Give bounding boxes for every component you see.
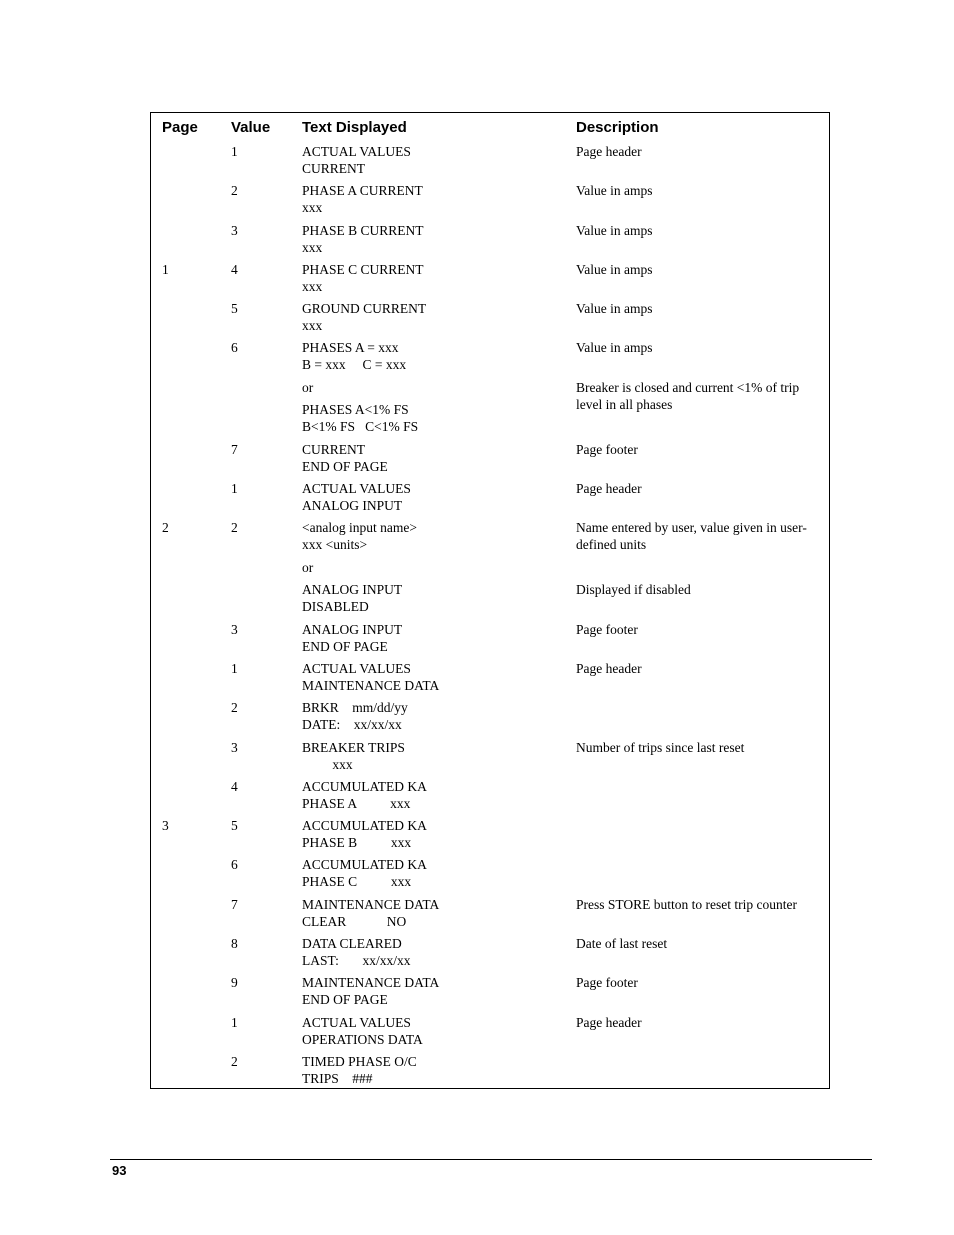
row-description: Value in amps	[576, 183, 653, 198]
row-page: 3	[162, 818, 169, 833]
row-text-displayed: BREAKER TRIPS xxx	[302, 740, 405, 772]
row-value: 6	[231, 340, 238, 355]
row-value: 1	[231, 661, 238, 676]
header-page: Page	[162, 119, 198, 136]
row-value: 1	[231, 144, 238, 159]
row-value: 6	[231, 857, 238, 872]
row-value: 2	[231, 1054, 238, 1069]
row-description: Press STORE button to reset trip counter	[576, 897, 797, 912]
row-page: 2	[162, 520, 169, 535]
row-value: 8	[231, 936, 238, 951]
row-text-displayed: PHASES A<1% FS B<1% FS C<1% FS	[302, 402, 419, 434]
row-text-displayed: ANALOG INPUT END OF PAGE	[302, 622, 403, 654]
row-text-displayed: ACTUAL VALUES OPERATIONS DATA	[302, 1015, 423, 1047]
values-table	[150, 112, 830, 1089]
row-description: Page header	[576, 144, 642, 159]
row-description: Breaker is closed and current <1% of trip level in all phases	[576, 380, 800, 412]
table-header	[151, 119, 829, 139]
row-text-displayed: ANALOG INPUT DISABLED	[302, 582, 403, 614]
row-description: Value in amps	[576, 223, 653, 238]
row-value: 5	[231, 301, 238, 316]
row-text-displayed: PHASE C CURRENT xxx	[302, 262, 424, 294]
page-number: 93	[112, 1163, 127, 1178]
row-text-displayed: DATA CLEARED LAST: xx/xx/xx	[302, 936, 411, 968]
row-text-displayed: ACCUMULATED KA PHASE A xxx	[302, 779, 427, 811]
row-text-displayed: ACTUAL VALUES ANALOG INPUT	[302, 481, 411, 513]
row-value: 1	[231, 481, 238, 496]
header-value: Value	[231, 119, 271, 136]
row-description: Page footer	[576, 442, 638, 457]
footer-rule	[110, 1159, 872, 1160]
header-description: Description	[576, 119, 659, 136]
row-description: Page header	[576, 661, 642, 676]
row-text-displayed: ACTUAL VALUES MAINTENANCE DATA	[302, 661, 440, 693]
row-text-displayed: <analog input name> xxx <units>	[302, 520, 417, 552]
row-value: 2	[231, 520, 238, 535]
row-text-displayed: or	[302, 380, 314, 395]
row-value: 2	[231, 183, 238, 198]
row-description: Value in amps	[576, 262, 653, 277]
row-description: Value in amps	[576, 301, 653, 316]
row-text-displayed: MAINTENANCE DATA END OF PAGE	[302, 975, 440, 1007]
row-value: 2	[231, 700, 238, 715]
row-description: Value in amps	[576, 340, 653, 355]
row-text-displayed: ACTUAL VALUES CURRENT	[302, 144, 411, 176]
row-text-displayed: PHASE B CURRENT xxx	[302, 223, 424, 255]
row-description: Name entered by user, value given in user-defined units	[576, 520, 807, 552]
row-value: 9	[231, 975, 238, 990]
row-description: Page header	[576, 1015, 642, 1030]
row-description: Date of last reset	[576, 936, 668, 951]
row-value: 1	[231, 1015, 238, 1030]
row-value: 3	[231, 740, 238, 755]
row-page: 1	[162, 262, 169, 277]
row-text-displayed: or	[302, 560, 314, 575]
row-text-displayed: GROUND CURRENT xxx	[302, 301, 427, 333]
row-text-displayed: TIMED PHASE O/C TRIPS ###	[302, 1054, 417, 1086]
row-description: Number of trips since last reset	[576, 740, 745, 755]
row-text-displayed: ACCUMULATED KA PHASE C xxx	[302, 857, 427, 889]
row-value: 4	[231, 779, 238, 794]
row-text-displayed: BRKR mm/dd/yy DATE: xx/xx/xx	[302, 700, 408, 732]
row-text-displayed: PHASE A CURRENT xxx	[302, 183, 423, 215]
row-value: 3	[231, 223, 238, 238]
row-description: Page footer	[576, 975, 638, 990]
row-value: 5	[231, 818, 238, 833]
row-description: Displayed if disabled	[576, 582, 691, 597]
header-text-displayed: Text Displayed	[302, 119, 407, 136]
row-value: 4	[231, 262, 238, 277]
row-description: Page header	[576, 481, 642, 496]
row-text-displayed: MAINTENANCE DATA CLEAR NO	[302, 897, 440, 929]
row-text-displayed: PHASES A = xxx B = xxx C = xxx	[302, 340, 407, 372]
row-description: Page footer	[576, 622, 638, 637]
row-value: 7	[231, 897, 238, 912]
row-text-displayed: CURRENT END OF PAGE	[302, 442, 388, 474]
row-value: 7	[231, 442, 238, 457]
row-text-displayed: ACCUMULATED KA PHASE B xxx	[302, 818, 427, 850]
row-value: 3	[231, 622, 238, 637]
